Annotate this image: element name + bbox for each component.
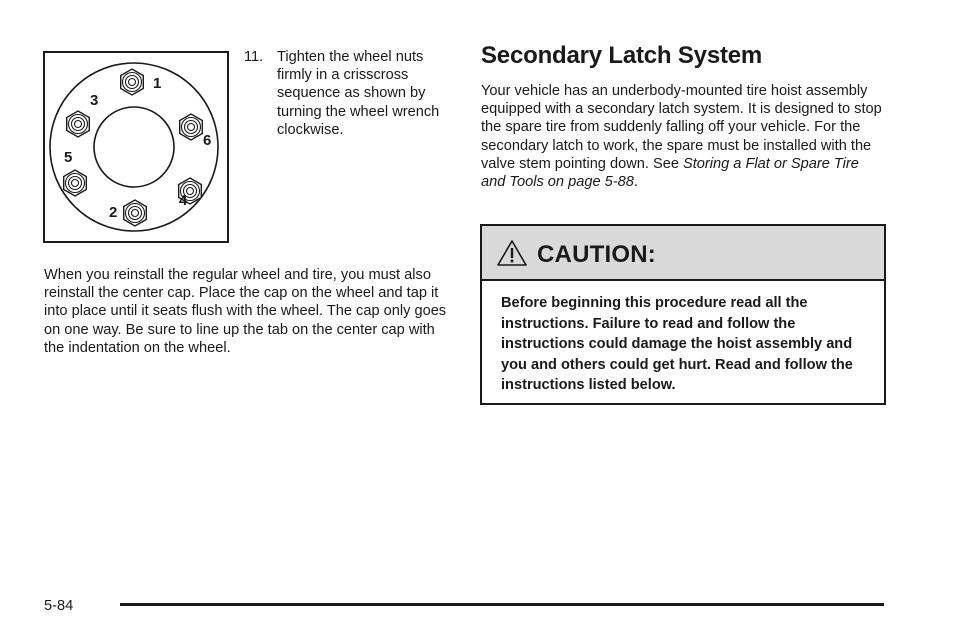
- caution-box: [480, 224, 886, 405]
- lug-nut-6: [180, 114, 203, 140]
- nut-label-4: 4: [179, 192, 188, 209]
- secondary-latch-body: Your vehicle has an underbody-mounted tire hoist assembly equipped with a secondary latch system. It is designed to stop the spare tire from suddenly falling off your vehicle. For the secondary latch to work, the spare must be installed with the valve stem pointing down. See: [481, 83, 882, 172]
- caution-text: Before beginning this procedure read all the instructions. Failure to read and follow the instructions could damage the hoist assembly and you and others could get hurt. Read and follow the instructions listed below.: [501, 295, 853, 394]
- wheel-diagram: [45, 53, 227, 241]
- nut-label-6: 6: [203, 132, 212, 149]
- wheel-center-bore: [94, 107, 174, 187]
- nut-label-2: 2: [109, 204, 118, 221]
- paragraph-end: .: [633, 174, 638, 191]
- page-number: 5-84: [44, 598, 74, 614]
- center-cap-paragraph: When you reinstall the regular wheel and tire, you must also reinstall the center cap. Place the cap on the wheel and tap it into place until it seats flush with the wheel. The cap only goes on one way. Be sure to line up the tab on the center cap with the indentation on the wheel.: [44, 267, 447, 356]
- secondary-latch-paragraph: [481, 82, 883, 191]
- lug-nut-3: [67, 111, 90, 137]
- lug-nut-sequence-figure: [43, 51, 229, 243]
- lug-nut-5: [64, 170, 87, 196]
- lug-nut-1: [121, 69, 144, 95]
- caution-title: CAUTION:: [537, 241, 656, 268]
- footer-rule: [120, 603, 884, 606]
- nut-label-5: 5: [64, 149, 73, 166]
- step-text: Tighten the wheel nuts firmly in a crisscross sequence as shown by turning the wheel wrench clockwise.: [277, 49, 440, 138]
- lug-nut-2: [124, 200, 147, 226]
- nut-label-1: 1: [153, 75, 162, 92]
- section-heading: Secondary Latch System: [481, 42, 763, 69]
- caution-header: [482, 226, 884, 281]
- cross-reference-link[interactable]: Storing a Flat or Spare Tire and Tools on page 5-88: [481, 155, 859, 191]
- instruction-step: [244, 48, 454, 139]
- nut-label-3: 3: [90, 92, 99, 109]
- step-number: 11.: [244, 49, 264, 65]
- warning-triangle-icon: [496, 239, 528, 267]
